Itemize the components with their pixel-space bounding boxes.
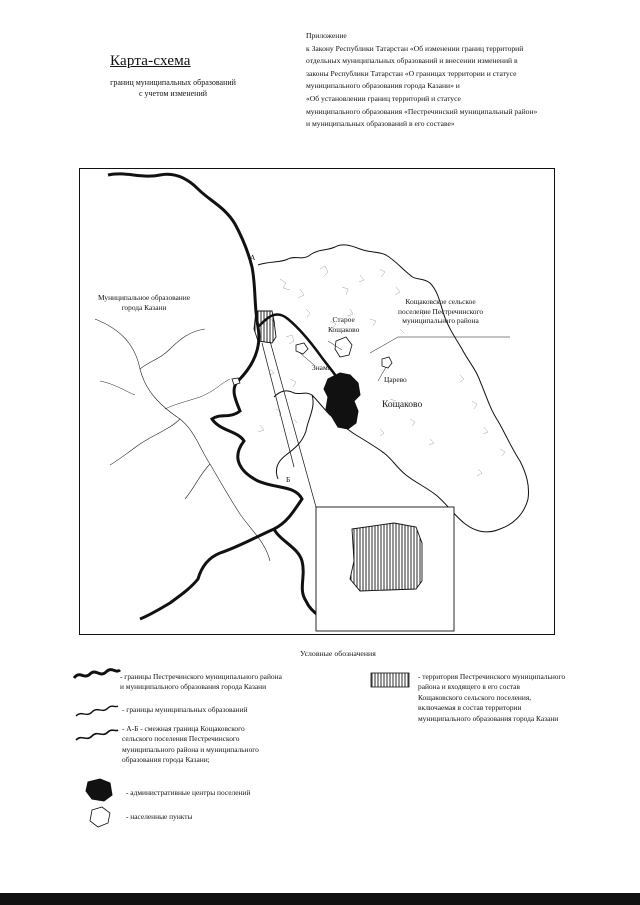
legend-line: муниципального образования города Казани bbox=[418, 713, 559, 723]
legend-line: - территория Пестречинского муниципального bbox=[418, 672, 566, 681]
legend-symbol-hatch bbox=[368, 670, 412, 690]
kazan-label bbox=[98, 293, 190, 312]
leader-line bbox=[370, 337, 398, 353]
inset-callout-line bbox=[262, 343, 294, 467]
map-frame bbox=[79, 168, 555, 635]
map-subtitle bbox=[88, 77, 258, 99]
settlement-polygon bbox=[232, 378, 240, 385]
legend-line: сельского поселения Пестречинского bbox=[122, 734, 240, 744]
map-canvas bbox=[80, 169, 556, 636]
znamya-label: Знамя bbox=[312, 363, 332, 372]
legend-district-border-icon bbox=[74, 670, 120, 678]
legend-item-district-border bbox=[120, 672, 282, 693]
legend-item-municipal-border bbox=[122, 705, 248, 715]
kazan-label-line: Муниципальное образование bbox=[98, 293, 190, 302]
legend-settlement-icon bbox=[90, 807, 110, 827]
river bbox=[140, 329, 205, 369]
legend-line: - административные центры поселений bbox=[126, 788, 251, 797]
point-a-label: А bbox=[250, 253, 256, 262]
legend-line: - А-Б - смежная граница Кощаковского bbox=[122, 724, 245, 733]
tsarevo-label: Царево bbox=[384, 375, 407, 384]
legend-line: - населенные пункты bbox=[126, 812, 193, 821]
settlement-border bbox=[258, 245, 529, 532]
admin-center-koshakovo bbox=[324, 373, 360, 429]
staroe-koshakovo-label-line: Кощаково bbox=[328, 324, 360, 334]
legend-item-ab-border bbox=[122, 724, 259, 766]
scan-border bbox=[0, 893, 640, 905]
legend-line: муниципального района и муниципального bbox=[122, 744, 259, 754]
legend-line: Кощаковского сельского поселения, bbox=[418, 692, 532, 702]
legend-line: включаемая в состав территории bbox=[418, 703, 522, 713]
subtitle-line: с учетом изменений bbox=[138, 89, 208, 98]
staroe-koshakovo-label bbox=[328, 315, 359, 334]
annex-line: отдельных муниципальных образований и внесении изменений в bbox=[306, 56, 518, 66]
koshakovo-settlement-label bbox=[398, 297, 483, 326]
district-border bbox=[108, 174, 302, 619]
annex-line: законы Республики Татарстан «О границах территории и статусе bbox=[306, 68, 517, 78]
koshakovo-label: Кощаково bbox=[382, 400, 423, 410]
inset-hatched-territory bbox=[350, 523, 422, 591]
settlement-border bbox=[276, 395, 313, 479]
koshakovo-settlement-label-line: поселение Пестречинского bbox=[398, 306, 484, 316]
kazan-label-line: города Казани bbox=[121, 302, 167, 312]
legend-territory-hatch-icon bbox=[371, 673, 409, 687]
subtitle-line: границ муниципальных образований bbox=[110, 78, 236, 87]
annex-line: к Закону Республики Татарстан «Об изменении границ территорий bbox=[306, 43, 524, 53]
koshakovo-settlement-label-line: муниципального района bbox=[402, 316, 479, 325]
legend-municipal-border-icon bbox=[76, 706, 118, 716]
annex-line: муниципального образования города Казани» и bbox=[306, 81, 460, 91]
legend-line: образования города Казани; bbox=[122, 755, 210, 765]
annex-line: муниципального образования «Пестречинский муниципальный район» bbox=[306, 106, 538, 116]
legend-ab-border-icon bbox=[76, 730, 118, 740]
legend-title: Условные обозначения bbox=[300, 649, 376, 658]
river bbox=[185, 464, 210, 499]
legend-line: района и входящего в его состав bbox=[418, 682, 520, 692]
legend-line: и муниципального образования города Казани bbox=[120, 682, 267, 692]
staroe-koshakovo-label-line: Старое bbox=[332, 315, 355, 324]
legend-item-admin-center bbox=[126, 788, 250, 798]
legend-symbols-points bbox=[82, 776, 122, 836]
point-b-label: Б bbox=[286, 475, 291, 484]
inset-callout-line bbox=[270, 341, 316, 507]
annex-line: Приложение bbox=[306, 31, 347, 40]
legend-item-territory-hatch bbox=[418, 672, 565, 724]
settlement-polygon bbox=[382, 357, 392, 368]
legend-line: - границы муниципальных образований bbox=[122, 705, 248, 714]
map-title: Карта-схема bbox=[110, 53, 191, 69]
koshakovo-settlement-label-line: Кощаковское сельское bbox=[405, 297, 476, 306]
river bbox=[100, 381, 135, 395]
annex-note bbox=[306, 30, 606, 131]
legend-line: - границы Пестречинского муниципального района bbox=[120, 672, 282, 681]
annex-line: и муниципальных образований в его составе» bbox=[306, 119, 455, 129]
river bbox=[165, 379, 230, 409]
legend-item-settlement bbox=[126, 812, 192, 822]
annex-line: «Об установлении границ территорий и статусе bbox=[306, 93, 461, 103]
legend-admin-center-icon bbox=[86, 779, 112, 801]
river bbox=[110, 419, 180, 465]
hatched-territory bbox=[254, 311, 276, 343]
settlement-polygon bbox=[296, 343, 308, 354]
